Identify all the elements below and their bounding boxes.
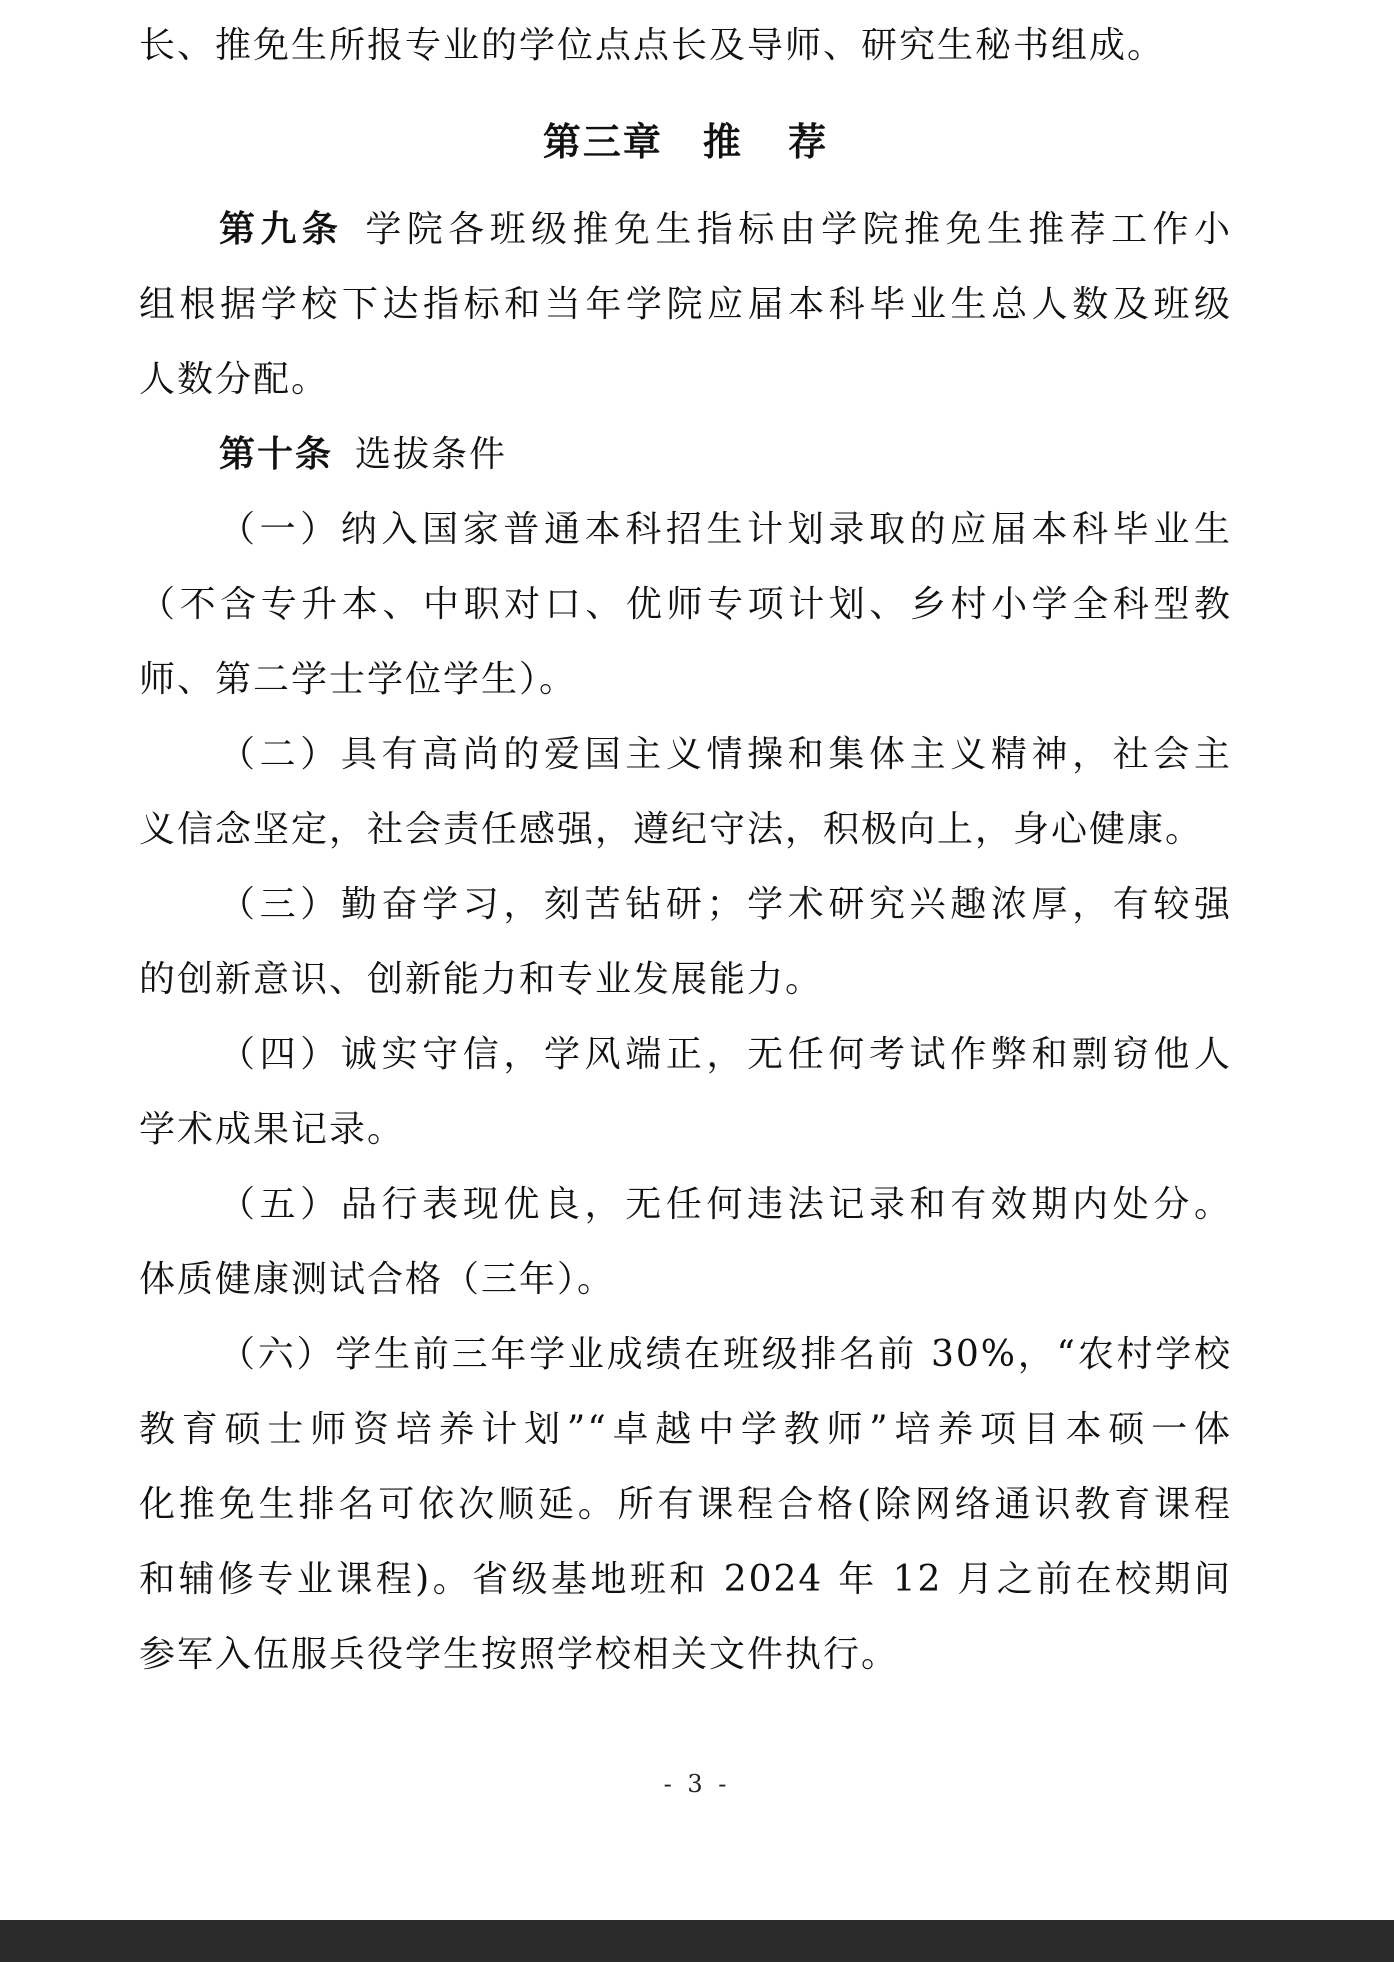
paragraph-line: （三）勤奋学习，刻苦钻研；学术研究兴趣浓厚，有较强 xyxy=(219,884,1232,925)
paragraph-line xyxy=(139,192,1232,267)
paragraph-line: （不含专升本、中职对口、优师专项计划、乡村小学全科型教 xyxy=(139,584,1232,625)
paragraph-line: 化推免生排名可依次顺延。所有课程合格(除网络通识教育课程 xyxy=(139,1484,1232,1525)
paragraph-line: 学术成果记录。 xyxy=(139,1109,406,1150)
condition-3 xyxy=(139,867,1232,1017)
paragraph-line: 长、推免生所报专业的学位点点长及导师、研究生秘书组成。 xyxy=(139,25,1166,66)
paragraph-line: （五）品行表现优良，无任何违法记录和有效期内处分。 xyxy=(219,1184,1232,1225)
article-text: 选拔条件 xyxy=(355,434,508,475)
paragraph-line: 和辅修专业课程)。省级基地班和 2024 年 12 月之前在校期间 xyxy=(139,1559,1232,1600)
page-number: - 3 - xyxy=(663,1770,731,1798)
paragraph-line: （四）诚实守信，学风端正，无任何考试作弊和剽窃他人 xyxy=(219,1034,1232,1075)
paragraph-line: （一）纳入国家普通本科招生计划录取的应届本科毕业生 xyxy=(219,509,1232,550)
viewer-bottom-bar xyxy=(0,1920,1394,1962)
paragraph-line: 参军入伍服兵役学生按照学校相关文件执行。 xyxy=(139,1634,900,1675)
paragraph-line: 教育硕士师资培养计划”“卓越中学教师”培养项目本硕一体 xyxy=(139,1409,1232,1450)
article-9 xyxy=(139,192,1232,417)
condition-2 xyxy=(139,717,1232,867)
condition-4 xyxy=(139,1017,1232,1167)
paragraph-line: 的创新意识、创新能力和专业发展能力。 xyxy=(139,959,824,1000)
paragraph-line: 师、第二学士学位学生）。 xyxy=(139,659,578,700)
article-heading: 第十条 xyxy=(219,434,334,475)
paragraph-line: （二）具有高尚的爱国主义情操和集体主义精神，社会主 xyxy=(219,734,1232,775)
paragraph-line xyxy=(139,417,1232,492)
paragraph-line: 体质健康测试合格（三年）。 xyxy=(139,1259,616,1300)
condition-6 xyxy=(139,1317,1232,1692)
article-heading: 第九条 xyxy=(219,209,344,250)
paragraph-line: 组根据学校下达指标和当年学院应届本科毕业生总人数及班级 xyxy=(139,284,1232,325)
paragraph-line: （六）学生前三年学业成绩在班级排名前 30%，“农村学校 xyxy=(219,1334,1232,1375)
condition-5 xyxy=(139,1167,1232,1317)
condition-1 xyxy=(139,492,1232,717)
article-text: 学院各班级推免生指标由学院推免生推荐工作小 xyxy=(365,209,1232,250)
article-10 xyxy=(139,417,1232,1692)
chapter-title: 第三章 推 荐 xyxy=(542,120,829,164)
paragraph-line: 人数分配。 xyxy=(139,359,330,400)
page-content xyxy=(139,8,1232,1692)
paragraph-line: 义信念坚定，社会责任感强，遵纪守法，积极向上，身心健康。 xyxy=(139,809,1204,850)
